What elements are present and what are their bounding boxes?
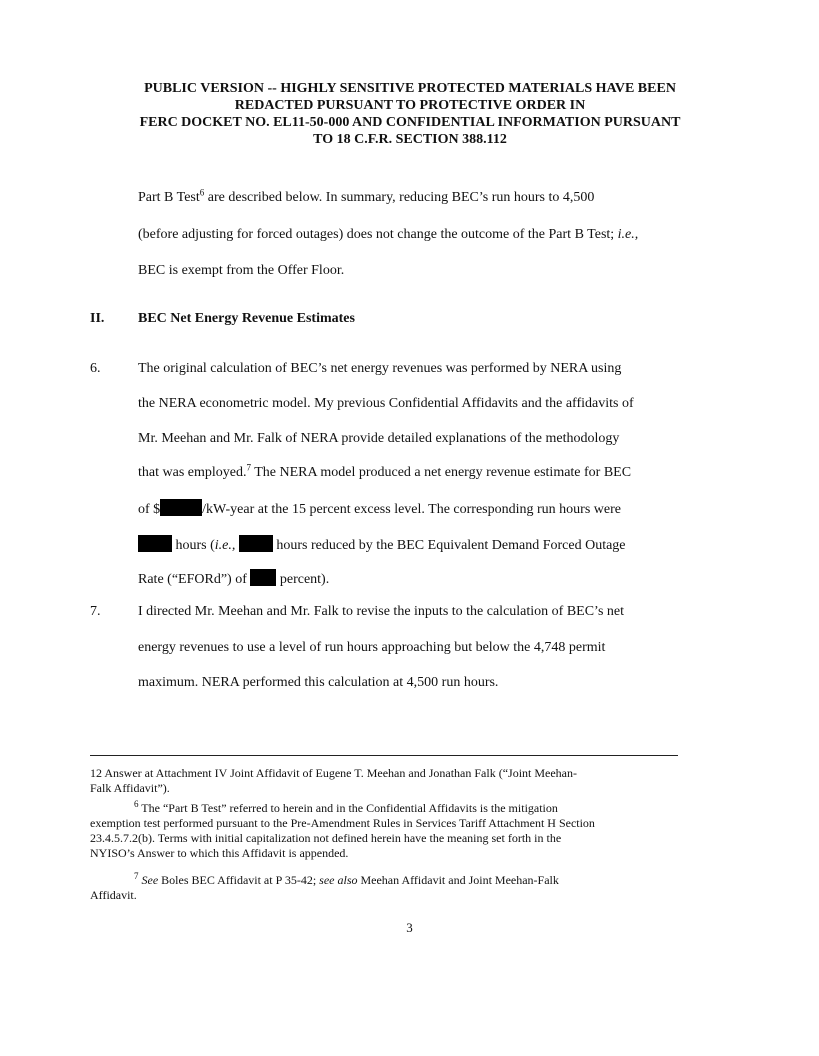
paragraph-7-number: 7.: [90, 604, 101, 619]
paragraph-6-line-4: that was employed.$^7$ The NERA model produced a net energy revenue estimate for BEC: [138, 462, 632, 480]
page-number: 3: [406, 920, 413, 935]
header-line-4: TO 18 C.F.R. SECTION 388.112: [313, 132, 507, 147]
redaction-box: [138, 535, 172, 552]
footnote-6: $^6$ The “Part B Test” referred to herein and in the Confidential Affidavits is the mitigation exemption test performed pursuant to the Pre-Amendment Rules in Services Tariff Attachment H Section 23.4.5.7.2(b). Terms with initial capitalization not defined herein have the meaning set forth in the NYISO’s Answer to which this Affidavit is appended.: [90, 799, 595, 860]
footnote-12: 12 Answer at Attachment IV Joint Affidavit of Eugene T. Meehan and Jonathan Falk (“Joint Meehan- Falk Affidavit”).: [90, 766, 578, 795]
header-line-1: PUBLIC VERSION -- HIGHLY SENSITIVE PROTECTED MATERIALS HAVE BEEN: [144, 81, 676, 96]
intro-line-2: (before adjusting for forced outages) does not change the outcome of the Part B Test; i.e.,: [138, 227, 639, 242]
section-number: II.: [90, 311, 105, 326]
footnote-7: $^7$ See Boles BEC Affidavit at P 35-42; see also Meehan Affidavit and Joint Meehan-Falk Affidavit.: [90, 871, 559, 902]
header-line-3: FERC DOCKET NO. EL11-50-000 AND CONFIDENTIAL INFORMATION PURSUANT: [139, 115, 681, 130]
paragraph-7-line-3: maximum. NERA performed this calculation at 4,500 run hours.: [138, 675, 499, 690]
footnote-ref-6: 6: [199, 187, 205, 198]
redaction-box: [250, 569, 276, 586]
intro-line-3: BEC is exempt from the Offer Floor.: [138, 263, 345, 278]
footnote-ref-7: 7: [246, 462, 251, 473]
paragraph-6-line-6: hours (i.e., hours reduced by the BEC Equivalent Demand Forced Outage: [138, 535, 626, 554]
paragraph-6-line-7: Rate (“EFORd”) of percent).: [138, 569, 329, 588]
intro-line-1: Part B Test$^6$ are described below. In summary, reducing BEC’s run hours to 4,500: [138, 187, 595, 205]
footnote-divider: [90, 755, 678, 756]
paragraph-7-line-2: energy revenues to use a level of run hours approaching but below the 4,748 permit: [138, 640, 606, 655]
redaction-box: [239, 535, 273, 552]
paragraph-6-line-5: of $ /kW-year at the 15 percent excess level. The corresponding run hours were: [138, 499, 621, 518]
paragraph-7-line-1: I directed Mr. Meehan and Mr. Falk to revise the inputs to the calculation of BEC’s net: [138, 604, 625, 619]
section-title: BEC Net Energy Revenue Estimates: [138, 311, 355, 326]
redaction-box: [160, 499, 202, 516]
paragraph-6-line-1: The original calculation of BEC’s net energy revenues was performed by NERA using: [138, 361, 622, 376]
paragraph-6-line-3: Mr. Meehan and Mr. Falk of NERA provide detailed explanations of the methodology: [138, 431, 620, 446]
paragraph-6-number: 6.: [90, 361, 101, 376]
header-line-2: REDACTED PURSUANT TO PROTECTIVE ORDER IN: [234, 98, 586, 113]
paragraph-6-line-2: the NERA econometric model. My previous Confidential Affidavits and the affidavits of: [138, 396, 634, 411]
document-header: [60, 80, 760, 148]
